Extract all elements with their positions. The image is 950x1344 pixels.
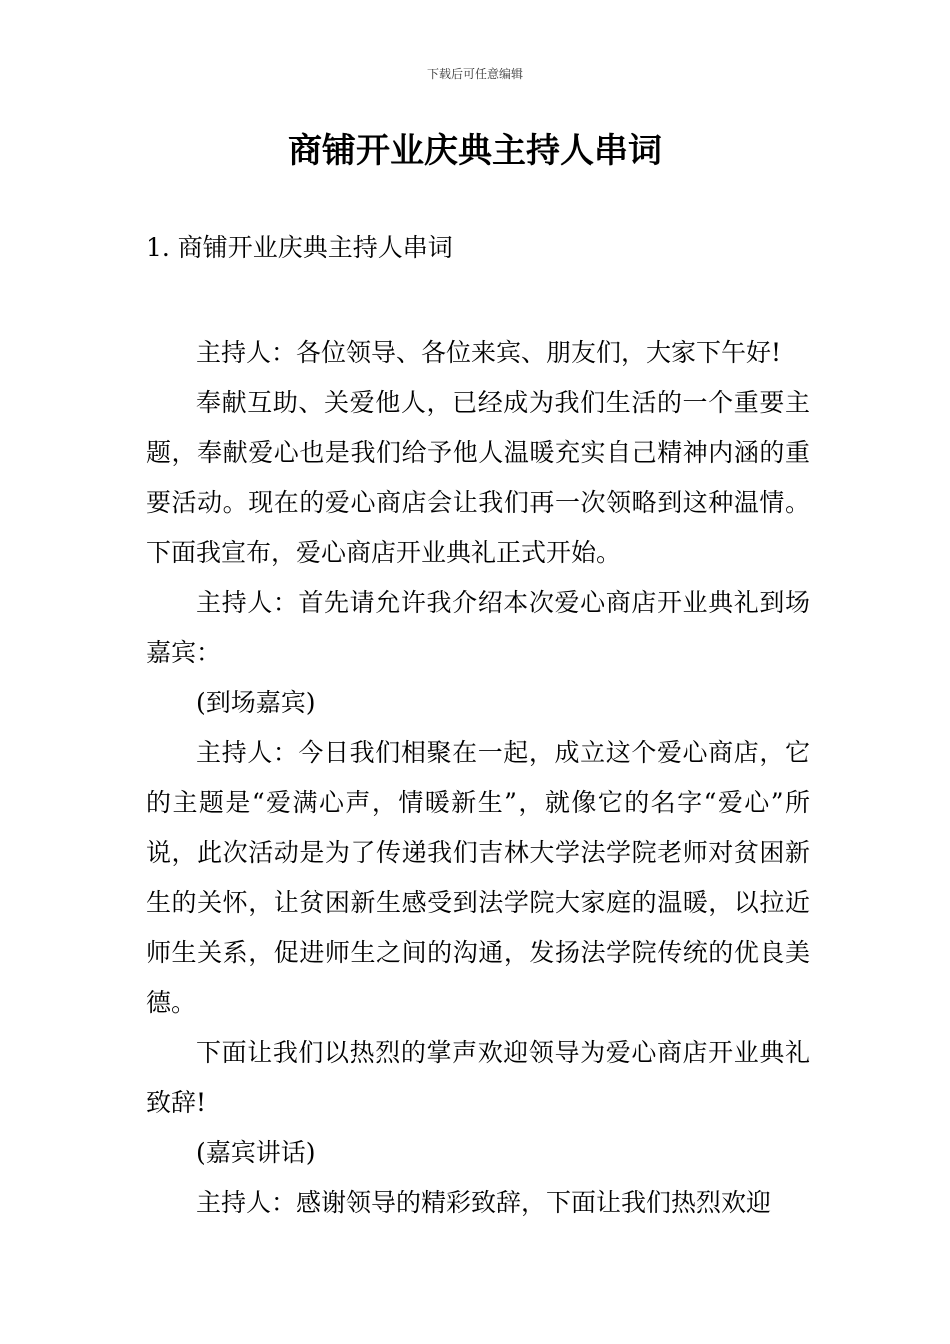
paragraph-opening: 奉献互助、关爱他人，已经成为我们生活的一个重要主题，奉献爱心也是我们给予他人温暖充实自己精神内涵的重要活动。现在的爱心商店会让我们再一次领略到这种温情。下面我宣布，爱心商店开业典礼正式开始。	[146, 388, 810, 567]
page-header-note: 下载后可任意编辑	[426, 67, 523, 81]
paragraph-guests-note: (到场嘉宾)	[196, 688, 316, 717]
section-heading: 1. 商铺开业庆典主持人串词	[146, 233, 453, 262]
document-title: 商铺开业庆典主持人串词	[288, 131, 662, 171]
paragraph-invite-speech: 下面让我们以热烈的掌声欢迎领导为爱心商店开业典礼致辞!	[146, 1038, 810, 1117]
paragraph-thanks: 主持人：感谢领导的精彩致辞，下面让我们热烈欢迎	[196, 1188, 772, 1217]
paragraph-theme: 主持人：今日我们相聚在一起，成立这个爱心商店，它的主题是“爱满心声，情暖新生”，就像它的名字“爱心”所说，此次活动是为了传递我们吉林大学法学院老师对贫困新生的关怀，让贫困新生感受到法学院大家庭的温暖，以拉近师生关系，促进师生之间的沟通，发扬法学院传统的优良美德。	[146, 738, 810, 1017]
paragraph-speech-note: (嘉宾讲话)	[196, 1138, 316, 1167]
paragraph-greeting: 主持人：各位领导、各位来宾、朋友们，大家下午好!	[196, 338, 782, 367]
document-body	[146, 328, 810, 1228]
paragraph-guest-intro: 主持人：首先请允许我介绍本次爱心商店开业典礼到场嘉宾：	[146, 588, 810, 667]
